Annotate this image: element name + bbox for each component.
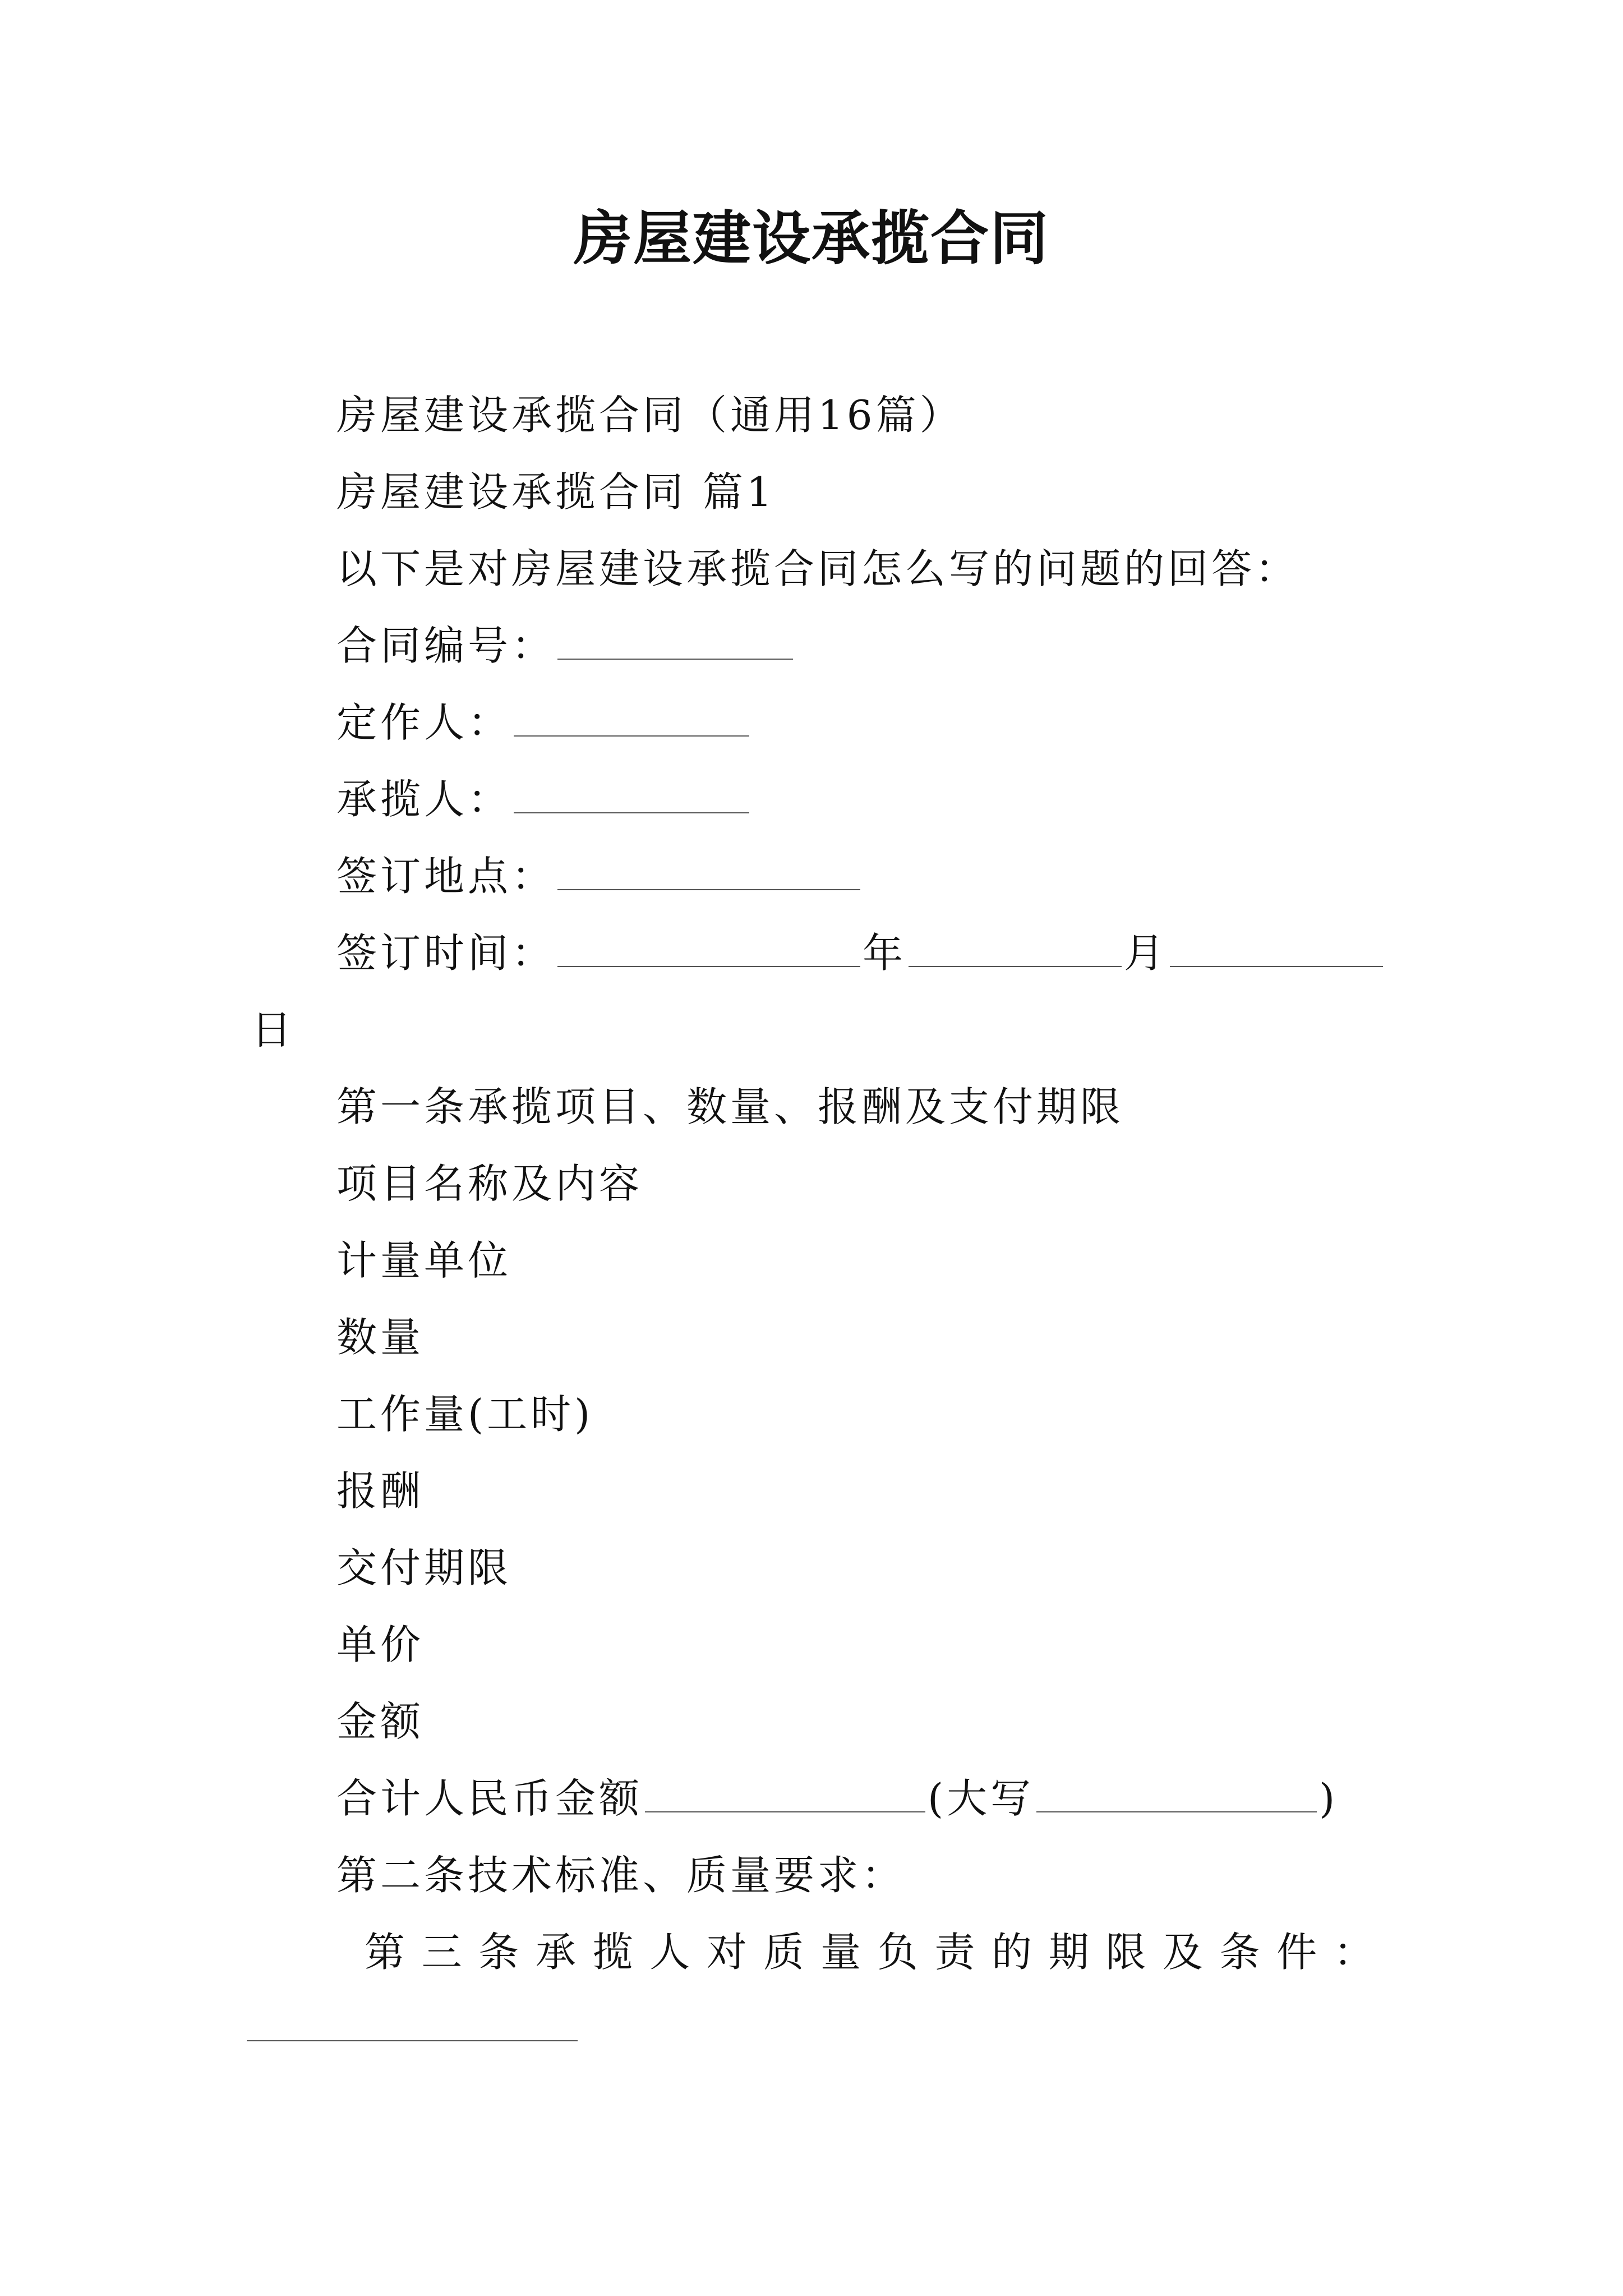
terms-blank bbox=[247, 2040, 578, 2041]
paragraph: 房屋建设承揽合同（通用16篇） bbox=[336, 392, 963, 439]
contractor-blank bbox=[514, 774, 749, 813]
char: 及 bbox=[1162, 1929, 1203, 1976]
char: 三 bbox=[421, 1929, 462, 1976]
paragraph: 数量 bbox=[336, 1314, 425, 1361]
contract-number-blank bbox=[557, 620, 793, 660]
year-label: 年 bbox=[863, 930, 907, 977]
char: 质 bbox=[763, 1929, 804, 1976]
uppercase-blank bbox=[1036, 1773, 1317, 1812]
char: 件 bbox=[1276, 1929, 1317, 1976]
char: ： bbox=[1333, 1929, 1374, 1976]
char: 揽 bbox=[592, 1929, 633, 1976]
year-blank bbox=[557, 928, 860, 967]
field-label: 合计人民币金额 bbox=[336, 1775, 643, 1822]
char: 负 bbox=[877, 1929, 918, 1976]
uppercase-label: (大写 bbox=[928, 1775, 1035, 1822]
paragraph: 以下是对房屋建设承揽合同怎么写的问题的回答： bbox=[336, 545, 1299, 592]
document-title: 房屋建设承揽合同 bbox=[573, 204, 1049, 273]
char: 责 bbox=[934, 1929, 975, 1976]
paragraph: 计量单位 bbox=[336, 1237, 512, 1284]
char: 对 bbox=[706, 1929, 747, 1976]
char: 量 bbox=[820, 1929, 861, 1976]
paragraph: 房屋建设承揽合同 篇1 bbox=[336, 468, 776, 516]
paragraph: 金额 bbox=[336, 1698, 425, 1745]
contractor-line bbox=[336, 771, 751, 827]
month-label: 月 bbox=[1124, 930, 1168, 977]
orderer-blank bbox=[514, 697, 749, 737]
char: 条 bbox=[478, 1929, 519, 1976]
field-label: 定作人： bbox=[336, 699, 512, 746]
char: 的 bbox=[992, 1929, 1032, 1976]
paragraph: 第一条承揽项目、数量、报酬及支付期限 bbox=[336, 1083, 1124, 1130]
paragraph: 项目名称及内容 bbox=[336, 1160, 643, 1207]
paragraph: 交付期限 bbox=[336, 1544, 512, 1591]
justified-paragraph bbox=[365, 1924, 1374, 1980]
month-blank bbox=[909, 928, 1122, 967]
signing-place-blank bbox=[557, 851, 860, 890]
paragraph: 工作量(工时) bbox=[336, 1391, 594, 1438]
field-label: 承揽人： bbox=[336, 776, 512, 823]
char: 承 bbox=[535, 1929, 576, 1976]
char: 期 bbox=[1048, 1929, 1089, 1976]
field-label: 签订时间： bbox=[336, 930, 556, 977]
signing-place-line bbox=[336, 848, 863, 904]
amount-blank bbox=[645, 1773, 925, 1812]
char: 条 bbox=[1219, 1929, 1260, 1976]
char: 第 bbox=[365, 1929, 405, 1976]
char: 人 bbox=[649, 1929, 690, 1976]
day-blank bbox=[1170, 928, 1383, 967]
contract-number-line bbox=[336, 618, 795, 674]
paragraph: 单价 bbox=[336, 1621, 425, 1668]
close-paren: ) bbox=[1319, 1775, 1339, 1822]
char: 限 bbox=[1105, 1929, 1146, 1976]
field-label: 签订地点： bbox=[336, 853, 556, 900]
paragraph: 报酬 bbox=[336, 1467, 425, 1515]
orderer-line bbox=[336, 694, 751, 751]
day-label: 日 bbox=[251, 1006, 292, 1053]
field-label: 合同编号： bbox=[336, 622, 556, 669]
total-amount-line bbox=[336, 1770, 1338, 1826]
paragraph: 第二条技术标准、质量要求： bbox=[336, 1852, 906, 1899]
signing-time-line bbox=[336, 925, 1385, 981]
